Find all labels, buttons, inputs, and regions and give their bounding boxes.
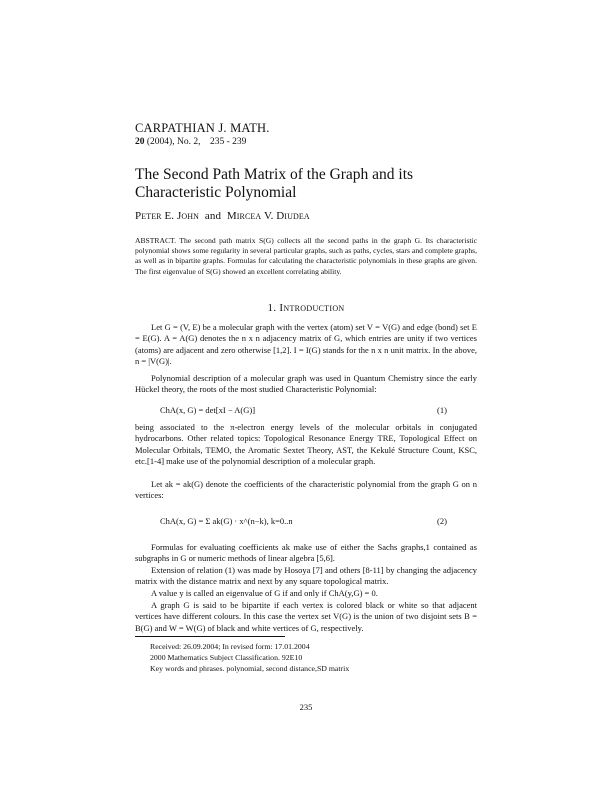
paragraph-6: Extension of relation (1) was made by Hosoya [7] and others [8-11] by changing the adjacency matrix with the distance matrix and next by any square topological matrix. — [135, 565, 477, 587]
page-number: 235 — [299, 702, 313, 712]
author-2: Mircea V. Diudea — [226, 210, 310, 222]
paragraph-1: Let G = (V, E) be a molecular graph with the vertex (atom) set V = V(G) and edge (bond) set E = E(G). A = A(G) denotes the n x n adjacency matrix of G, which entries are unity if two vertices (atoms) are adjacent and zero otherwise [1,2]. I = I(G) stands for the n x n unit matrix. In the above, n = |V(G)|. — [135, 322, 477, 367]
volume-line — [135, 137, 246, 147]
footnote-rule — [135, 636, 285, 637]
footnote-received: Received: 26.09.2004; In revised form: 17.01.2004 — [150, 642, 310, 651]
equation-1-number: (1) — [437, 405, 447, 415]
issue: (2004), No. 2, — [146, 137, 201, 147]
paragraph-7: A value y is called an eigenvalue of G if and only if ChA(y,G) = 0. — [151, 588, 378, 598]
equation-2: ChA(x, G) = Σ ak(G) · x^(n−k), k=0..n — [160, 516, 293, 526]
authors — [135, 210, 310, 222]
paragraph-3: being associated to the π-electron energy levels of the molecular orbitals in conjugated hydrocarbons. Other related topics: Topological Resonance Energy TRE, Topological Effect on Molecular Orbitals, TEMO, the Aromatic Sextet Theory, AST, the Kekulé Structure Count, KSC, etc.[1-4] make use of the polynomial description of a molecular graph. — [135, 422, 477, 467]
equation-2-number: (2) — [437, 516, 447, 526]
paragraph-5: Formulas for evaluating coefficients ak make use of either the Sachs graphs,1 contained as subgraphs in G or numeric methods of linear algebra [5,6]. — [135, 542, 477, 564]
footnote-msc: 2000 Mathematics Subject Classification. 92E10 — [150, 653, 303, 662]
journal-name: CARPATHIAN J. MATH. — [135, 121, 270, 135]
author-1: Peter E. John — [135, 210, 199, 222]
footnote-keywords: Key words and phrases. polynomial, second distance,SD matrix — [150, 664, 350, 673]
paragraph-2: Polynomial description of a molecular graph was used in Quantum Chemistry since the early Hückel theory, the roots of the most studied Characteristic Polynomial: — [135, 373, 477, 395]
author-separator: and — [204, 210, 222, 222]
paper-title: The Second Path Matrix of the Graph and its Characteristic Polynomial — [135, 166, 414, 201]
volume-number: 20 — [135, 137, 145, 147]
paragraph-8: A graph G is said to be bipartite if each vertex is colored black or white so that adjacent vertices have different colours. In this case the vertex set V(G) is the union of two disjoint sets B = B(G) and W = W(G) of black and white vertices of G, respectively. — [135, 600, 477, 633]
abstract: ABSTRACT. The second path matrix S(G) collects all the second paths in the graph G. Its characteristic polynomial shows some regularity in several particular graphs, such as paths, cycles, stars and complete graphs, as well as in bipartite graphs. Formulas for calculating the characteristic polynomials in these graphs are given. The first eigenvalue of S(G) showed an excellent correlating ability. — [135, 236, 477, 276]
equation-1: ChA(x, G) = det[xI − A(G)] — [160, 405, 256, 415]
page-range: 235 - 239 — [209, 137, 247, 147]
paragraph-4: Let ak = ak(G) denote the coefficients of the characteristic polynomial from the graph G on n vertices: — [135, 479, 477, 501]
section-title: 1. Introduction — [267, 302, 345, 314]
